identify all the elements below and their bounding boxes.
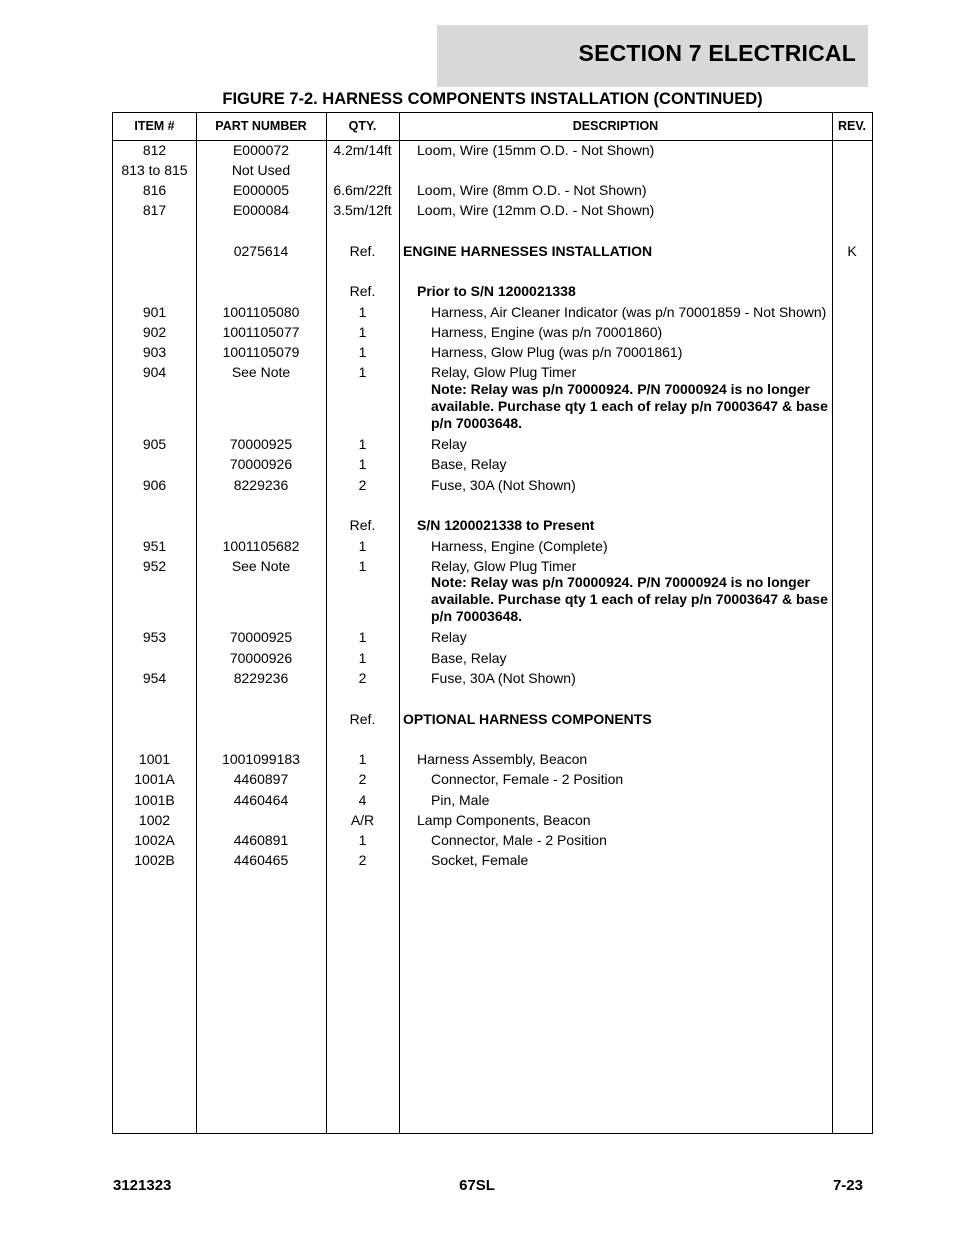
- qty-cell: Ref.: [349, 517, 376, 533]
- relay-note: Note: Relay was p/n 70000924. P/N 70000924 is no longer available. Purchase qty 1 each of relay p/n 70003647 & base p/n 70003648.: [431, 381, 828, 431]
- item-cell: 1001: [138, 751, 171, 767]
- table-row: [113, 477, 872, 497]
- qty-cell: 1: [358, 324, 367, 340]
- description-cell: Loom, Wire (12mm O.D. - Not Shown): [417, 202, 655, 218]
- description-cell: Harness Assembly, Beacon: [417, 751, 588, 767]
- description-cell: Harness, Engine (Complete): [431, 538, 608, 554]
- qty-cell: 4.2m/14ft: [333, 142, 392, 158]
- item-cell: 951: [142, 538, 167, 554]
- part-number-cell: 70000926: [229, 456, 293, 472]
- section-title: SECTION 7 ELECTRICAL: [578, 40, 856, 66]
- part-number-cell: 4460464: [233, 792, 289, 808]
- qty-cell: 1: [358, 558, 367, 574]
- description-cell: Relay, Glow Plug Timer: [431, 558, 577, 574]
- description-cell: Base, Relay: [431, 650, 507, 666]
- item-cell: 1002B: [134, 852, 175, 868]
- rev-cell: K: [847, 243, 857, 259]
- figure-title: FIGURE 7-2. HARNESS COMPONENTS INSTALLATION (CONTINUED): [222, 90, 763, 108]
- part-number-cell: 0275614: [233, 243, 289, 259]
- table-row: [113, 792, 872, 812]
- column-divider: [832, 113, 833, 1133]
- part-number-cell: 4460897: [233, 771, 289, 787]
- item-cell: 1002: [138, 812, 171, 828]
- qty-cell: 1: [358, 629, 367, 645]
- item-cell: 952: [142, 558, 167, 574]
- item-cell: 903: [142, 344, 167, 360]
- column-header-description: DESCRIPTION: [572, 119, 659, 133]
- qty-cell: A/R: [350, 812, 375, 828]
- item-cell: 813 to 815: [121, 162, 188, 178]
- qty-cell: 2: [358, 771, 367, 787]
- qty-cell: 1: [358, 304, 367, 320]
- description-cell: Harness, Air Cleaner Indicator (was p/n 70001859 - Not Shown): [431, 304, 827, 320]
- description-cell: Loom, Wire (15mm O.D. - Not Shown): [417, 142, 655, 158]
- description-cell: OPTIONAL HARNESS COMPONENTS: [403, 711, 652, 727]
- table-row: [113, 162, 872, 182]
- qty-cell: 1: [358, 364, 367, 380]
- table-row: [113, 650, 872, 670]
- item-cell: 905: [142, 436, 167, 452]
- table-row: [113, 629, 872, 649]
- part-number-cell: 70000925: [229, 629, 293, 645]
- parts-table: [112, 112, 873, 1134]
- item-cell: 1001B: [134, 792, 175, 808]
- table-row: [113, 324, 872, 344]
- part-number-cell: 1001105077: [222, 324, 300, 340]
- item-cell: 817: [142, 202, 167, 218]
- qty-cell: 1: [358, 456, 367, 472]
- description-cell: Relay: [431, 436, 467, 452]
- description-cell: Connector, Female - 2 Position: [431, 771, 624, 787]
- table-row: [113, 283, 872, 303]
- description-cell: Pin, Male: [431, 792, 490, 808]
- table-row: [113, 852, 872, 872]
- qty-cell: Ref.: [349, 283, 376, 299]
- qty-cell: 1: [358, 832, 367, 848]
- item-cell: 906: [142, 477, 167, 493]
- part-number-cell: 4460465: [233, 852, 289, 868]
- qty-cell: 4: [358, 792, 367, 808]
- table-row: [113, 243, 872, 263]
- column-header-qty: QTY.: [348, 119, 377, 133]
- description-cell: Harness, Engine (was p/n 70001860): [431, 324, 663, 340]
- item-cell: 812: [142, 142, 167, 158]
- part-number-cell: 4460891: [233, 832, 289, 848]
- item-cell: 904: [142, 364, 167, 380]
- column-header-item: ITEM #: [134, 119, 175, 133]
- part-number-cell: 1001105080: [222, 304, 300, 320]
- table-row: [113, 832, 872, 852]
- table-row: [113, 517, 872, 537]
- table-row: [113, 751, 872, 771]
- description-cell: Prior to S/N 1200021338: [417, 283, 576, 299]
- qty-cell: 3.5m/12ft: [333, 202, 392, 218]
- qty-cell: 2: [358, 852, 367, 868]
- part-number-cell: 8229236: [233, 670, 289, 686]
- description-cell: Connector, Male - 2 Position: [431, 832, 607, 848]
- qty-cell: 1: [358, 751, 367, 767]
- table-row: [113, 344, 872, 364]
- column-divider: [326, 113, 327, 1133]
- description-cell: Fuse, 30A (Not Shown): [431, 477, 576, 493]
- description-cell: Relay: [431, 629, 467, 645]
- table-row: [113, 771, 872, 791]
- table-row: [113, 202, 872, 222]
- description-cell: Loom, Wire (8mm O.D. - Not Shown): [417, 182, 647, 198]
- description-cell: Socket, Female: [431, 852, 529, 868]
- qty-cell: 1: [358, 436, 367, 452]
- item-cell: 1001A: [134, 771, 175, 787]
- table-row: [113, 670, 872, 690]
- part-number-cell: E000072: [232, 142, 290, 158]
- part-number-cell: 8229236: [233, 477, 289, 493]
- table-row: [113, 538, 872, 558]
- table-row: [113, 142, 872, 162]
- description-cell: Harness, Glow Plug (was p/n 70001861): [431, 344, 683, 360]
- part-number-cell: See Note: [231, 558, 291, 574]
- part-number-cell: 70000926: [229, 650, 293, 666]
- table-row: [113, 304, 872, 324]
- item-cell: 954: [142, 670, 167, 686]
- item-cell: 953: [142, 629, 167, 645]
- relay-note: Note: Relay was p/n 70000924. P/N 70000924 is no longer available. Purchase qty 1 each of relay p/n 70003647 & base p/n 70003648.: [431, 574, 828, 624]
- qty-cell: Ref.: [349, 711, 376, 727]
- table-row: [113, 436, 872, 456]
- section-header-box: [437, 25, 868, 87]
- description-cell: Relay, Glow Plug Timer: [431, 364, 577, 380]
- column-divider: [399, 113, 400, 1133]
- column-header-rev: REV.: [837, 119, 867, 133]
- qty-cell: 2: [358, 477, 367, 493]
- table-row: [113, 711, 872, 731]
- part-number-cell: E000084: [232, 202, 290, 218]
- qty-cell: 1: [358, 344, 367, 360]
- column-divider: [196, 113, 197, 1133]
- item-cell: 901: [142, 304, 167, 320]
- description-cell: Fuse, 30A (Not Shown): [431, 670, 576, 686]
- qty-cell: 2: [358, 670, 367, 686]
- qty-cell: 6.6m/22ft: [333, 182, 392, 198]
- table-row: [113, 812, 872, 832]
- part-number-cell: See Note: [231, 364, 291, 380]
- qty-cell: 1: [358, 650, 367, 666]
- footer-page-number: 7-23: [832, 1177, 863, 1194]
- part-number-cell: 1001099183: [222, 751, 300, 767]
- description-cell: Base, Relay: [431, 456, 507, 472]
- footer-doc-number: 3121323: [113, 1177, 172, 1194]
- qty-cell: Ref.: [349, 243, 376, 259]
- part-number-cell: E000005: [232, 182, 290, 198]
- qty-cell: 1: [358, 538, 367, 554]
- table-row: [113, 182, 872, 202]
- item-cell: 816: [142, 182, 167, 198]
- part-number-cell: 70000925: [229, 436, 293, 452]
- description-cell: S/N 1200021338 to Present: [417, 517, 595, 533]
- header-divider: [113, 140, 872, 141]
- column-header-part-number: PART NUMBER: [215, 119, 307, 133]
- part-number-cell: 1001105079: [222, 344, 300, 360]
- table-row: [113, 456, 872, 476]
- footer-model: 67SL: [459, 1177, 495, 1194]
- description-cell: ENGINE HARNESSES INSTALLATION: [403, 243, 653, 259]
- item-cell: 902: [142, 324, 167, 340]
- description-cell: Lamp Components, Beacon: [417, 812, 591, 828]
- part-number-cell: Not Used: [231, 162, 291, 178]
- item-cell: 1002A: [134, 832, 175, 848]
- part-number-cell: 1001105682: [222, 538, 300, 554]
